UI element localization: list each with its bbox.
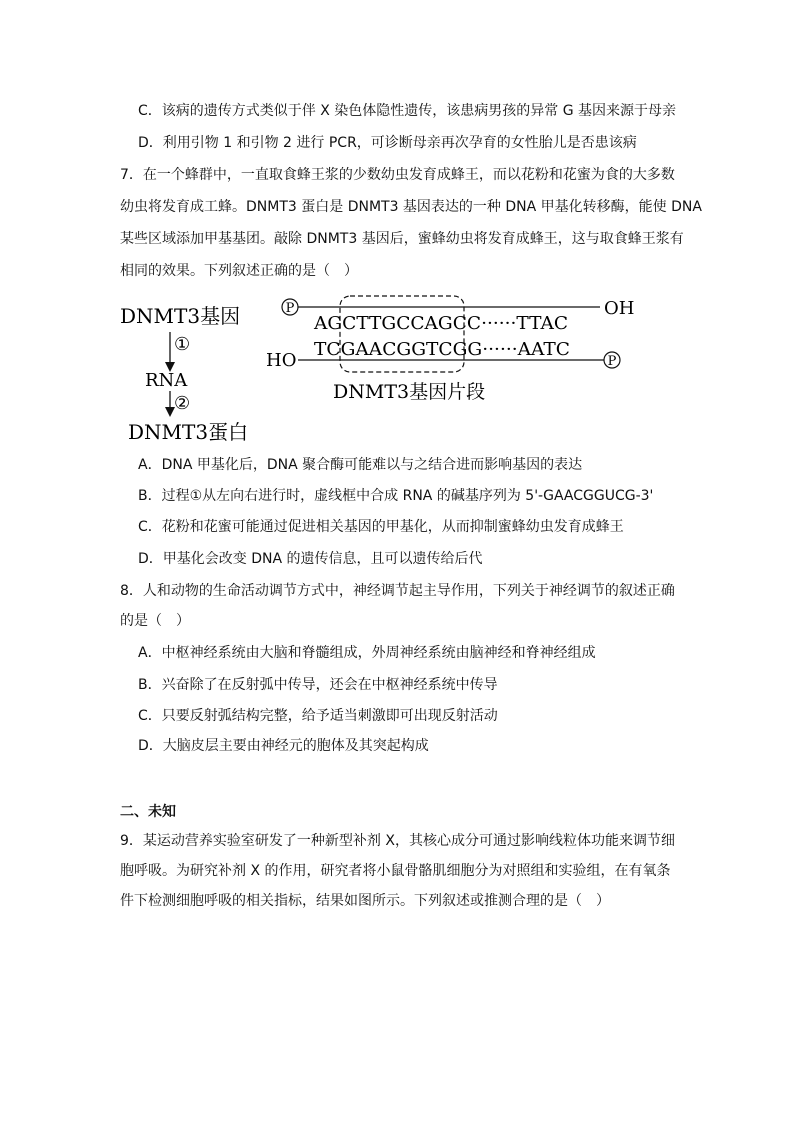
q7-stem-line-4: 相同的效果。下列叙述正确的是（ ） <box>120 263 358 279</box>
q7-figure <box>0 290 794 450</box>
step-1-label: ① <box>174 334 191 355</box>
q9-stem-line-3: 件下检测细胞呼吸的相关指标，结果如图所示。下列叙述或推测合理的是（ ） <box>120 893 610 909</box>
q9-stem-line-1: 9．某运动营养实验室研发了一种新型补剂 X，其核心成分可通过影响线粒体功能来调节细 <box>120 833 675 849</box>
svg-text:P: P <box>285 301 295 316</box>
q8-stem-line-1: 8．人和动物的生命活动调节方式中，神经调节起主导作用，下列关于神经调节的叙述正确 <box>120 583 675 599</box>
q7-stem-line-2: 幼虫将发育成工蜂。DNMT3 蛋白是 DNMT3 基因表达的一种 DNA 甲基化转移酶，能使 DNA <box>120 199 702 215</box>
q8-option-c: C．只要反射弧结构完整，给予适当刺激即可出现反射活动 <box>138 708 498 724</box>
ho-label: HO <box>266 350 297 371</box>
q8-option-a: A．中枢神经系统由大脑和脊髓组成，外周神经系统由脑神经和脊神经组成 <box>138 645 596 661</box>
rna-label: RNA <box>145 370 188 391</box>
q9-stem-line-2: 胞呼吸。为研究补剂 X 的作用，研究者将小鼠骨骼肌细胞分为对照组和实验组，在有氧条 <box>120 863 671 879</box>
gene-label: DNMT3基因 <box>120 304 241 328</box>
q7-option-d: D．甲基化会改变 DNA 的遗传信息，且可以遗传给后代 <box>138 551 483 567</box>
q8-option-b: B．兴奋除了在反射弧中传导，还会在中枢神经系统中传导 <box>138 677 498 693</box>
q7-option-c: C．花粉和花蜜可能通过促进相关基因的甲基化，从而抑制蜜蜂幼虫发育成蜂王 <box>138 519 624 535</box>
protein-label: DNMT3蛋白 <box>128 420 249 444</box>
oh-label: OH <box>604 298 635 319</box>
dna-fragment-caption: DNMT3基因片段 <box>333 381 486 403</box>
q7-option-a: A．DNA 甲基化后，DNA 聚合酶可能难以与之结合进而影响基因的表达 <box>138 457 583 473</box>
dna-sequence-top: AGCTTGCCAGCC······TTAC <box>312 313 568 334</box>
step-2-label: ② <box>174 393 191 414</box>
section-heading: 二、未知 <box>120 804 176 820</box>
q8-stem-line-2: 的是（ ） <box>120 613 190 629</box>
svg-text:P: P <box>607 354 617 369</box>
q7-stem-line-1: 7．在一个蜂群中，一直取食蜂王浆的少数幼虫发育成蜂王，而以花粉和花蜜为食的大多数 <box>120 167 675 183</box>
q7-stem-line-3: 某些区域添加甲基基团。敲除 DNMT3 基因后，蜜蜂幼虫将发育成蜂王，这与取食蜂王浆有 <box>120 231 684 247</box>
q6-option-d: D．利用引物 1 和引物 2 进行 PCR，可诊断母亲再次孕育的女性胎儿是否患该病 <box>138 135 637 151</box>
q6-option-c: C．该病的遗传方式类似于伴 X 染色体隐性遗传，该患病男孩的异常 G 基因来源于母亲 <box>138 103 677 119</box>
q7-option-b: B．过程①从左向右进行时，虚线框中合成 RNA 的碱基序列为 5'-GAACGGUCG-3' <box>138 488 654 504</box>
q8-option-d: D．大脑皮层主要由神经元的胞体及其突起构成 <box>138 738 429 754</box>
dna-sequence-bottom: TCGAACGGTCGG······AATC <box>314 339 570 360</box>
